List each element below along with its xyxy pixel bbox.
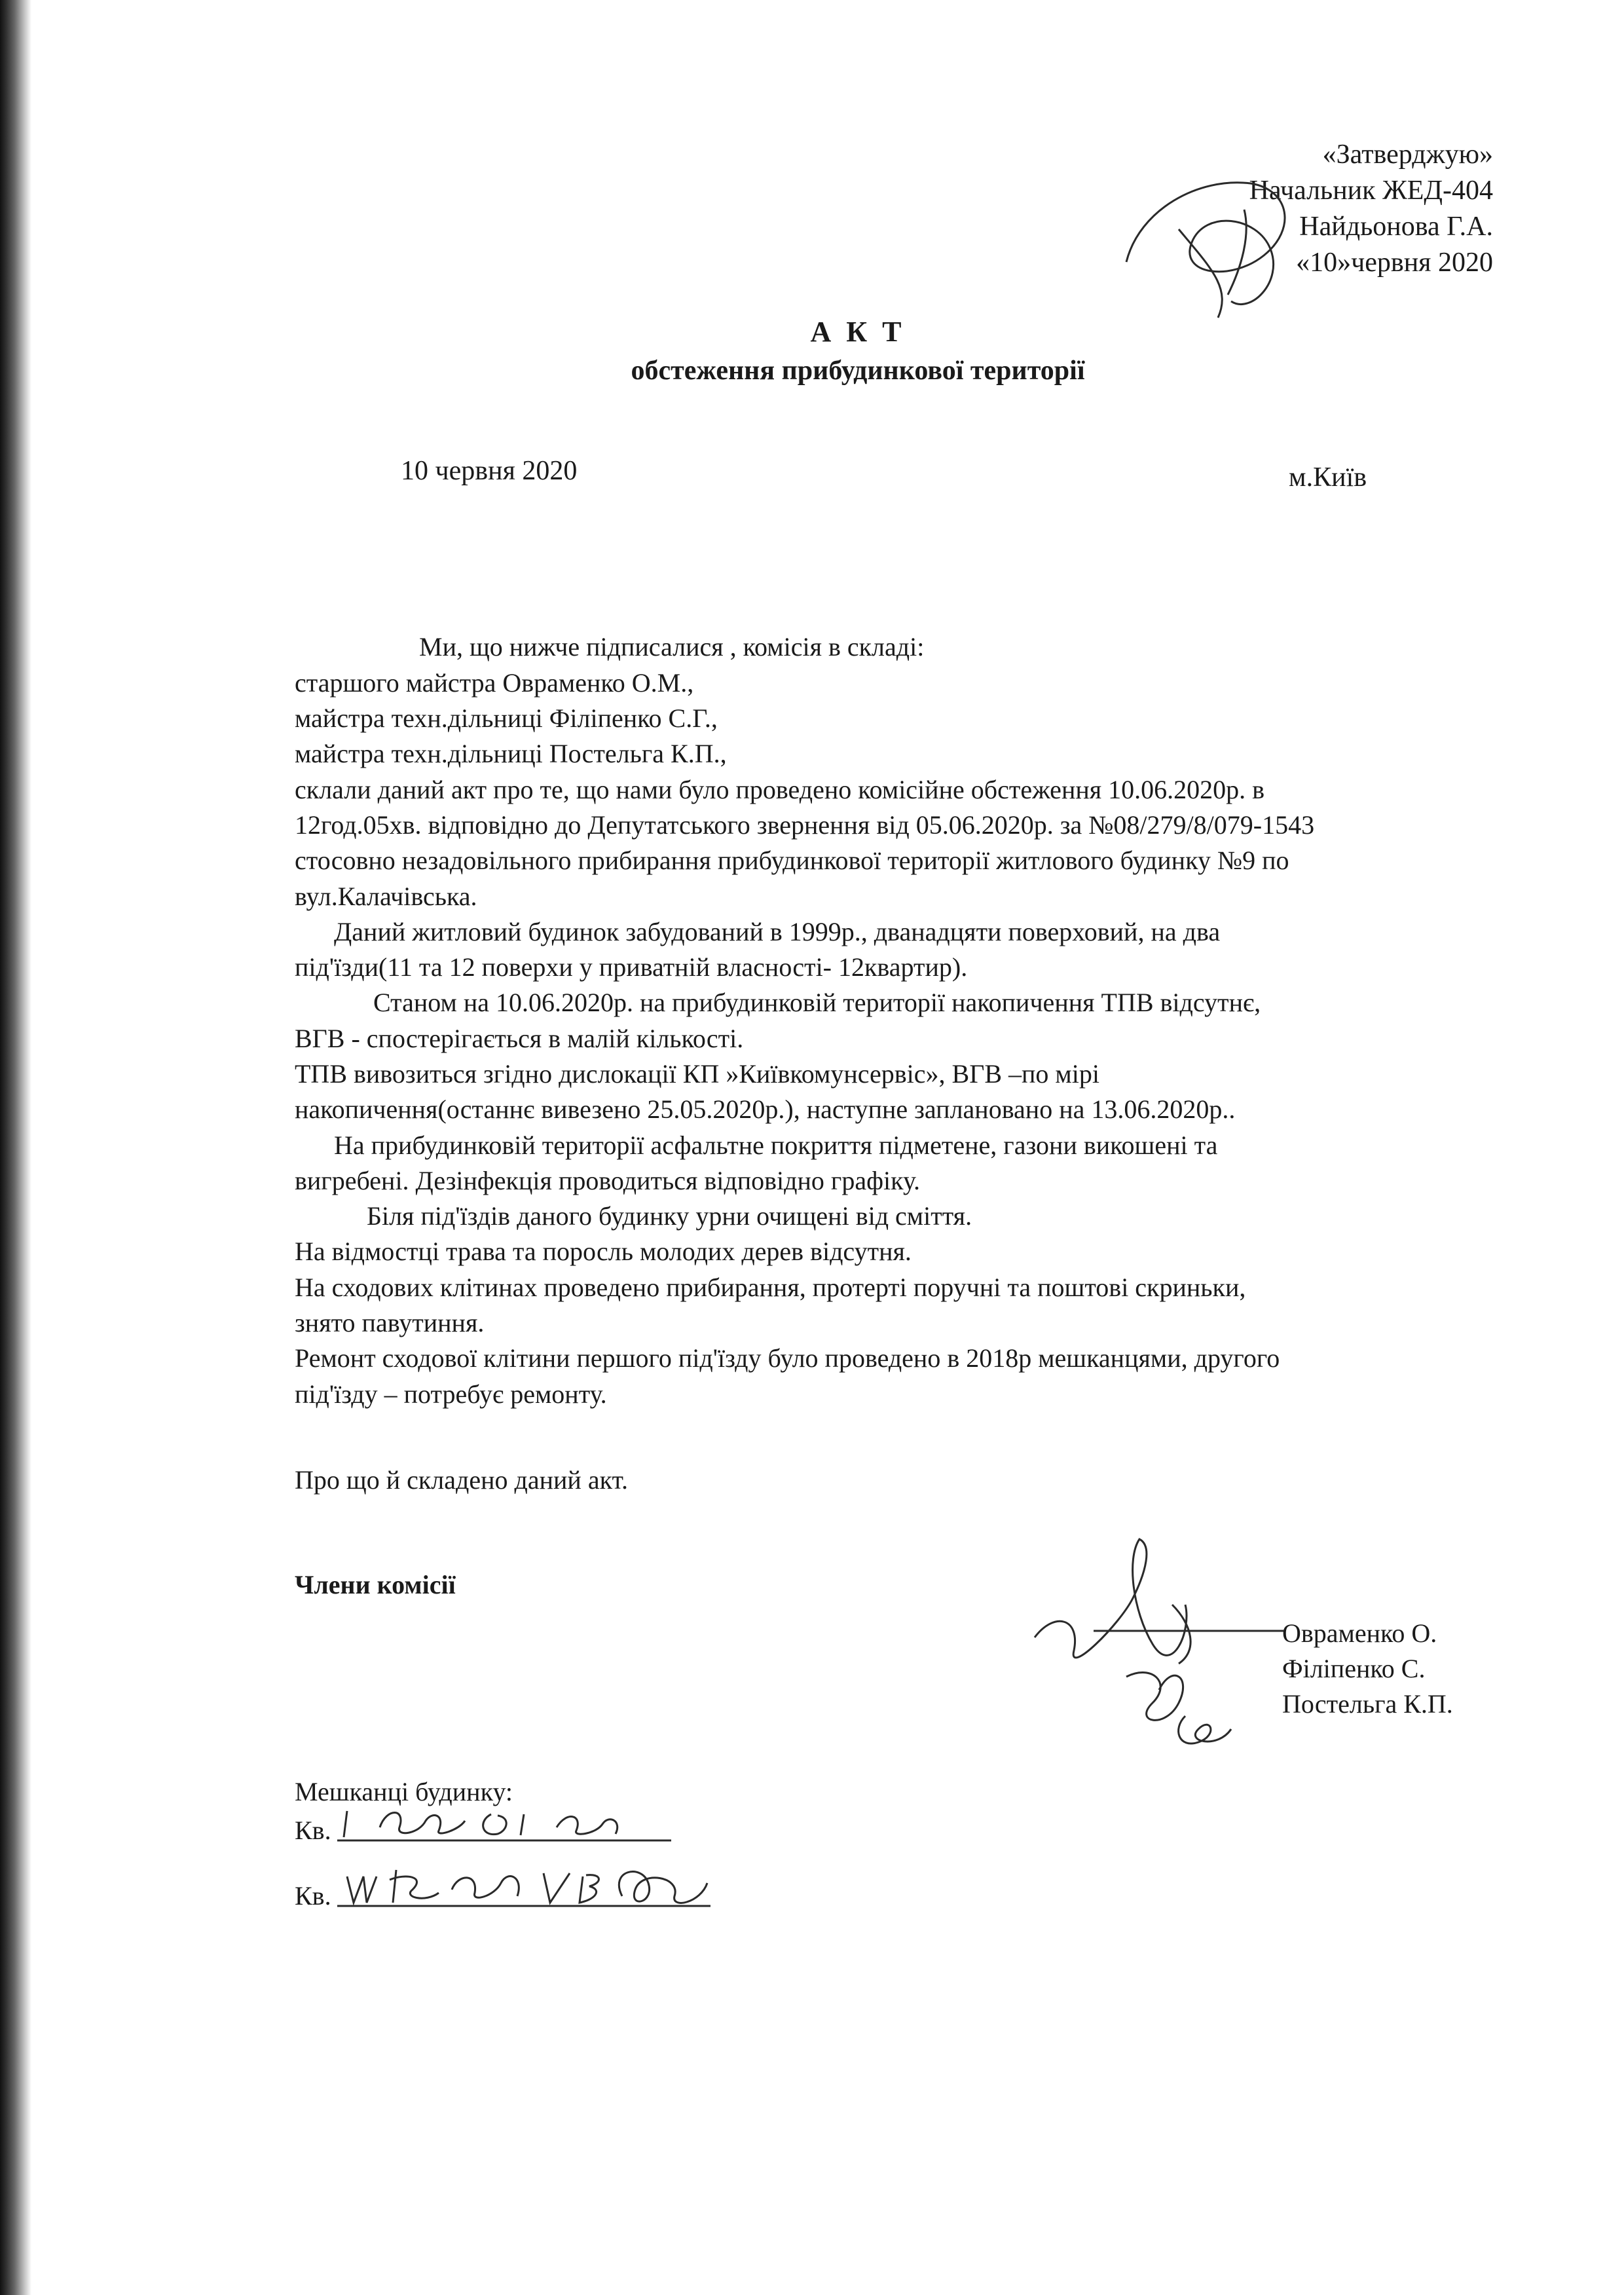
body-line: вигребені. Дезінфекція проводиться відповідно графіку.	[295, 1166, 920, 1195]
approval-name: Найдьонова Г.А.	[1299, 212, 1493, 242]
resident-signature	[334, 1857, 714, 1916]
body-line: 12год.05хв. відповідно до Депутатського звернення від 05.06.2020р. за №08/279/8/079-1543	[295, 810, 1315, 840]
body-line: На прибудинковій території асфальтне покриття підметене, газони викошені та	[334, 1130, 1218, 1160]
document-city: м.Київ	[1289, 462, 1367, 493]
document-date: 10 червня 2020	[401, 456, 578, 486]
body-line: старшого майстра Овраменко О.М.,	[295, 668, 694, 698]
body-line: майстра техн.дільниці Постельга К.П.,	[295, 739, 727, 768]
approval-position: Начальник ЖЕД-404	[1249, 176, 1493, 206]
approval-signature	[1100, 170, 1316, 321]
commission-member: Постельга К.П.	[1282, 1689, 1453, 1719]
body-line: Ми, що нижче підписалися , комісія в складі:	[419, 632, 925, 662]
body-line: склали даний акт про те, що нами було проведено комісійне обстеження 10.06.2020р. в	[295, 775, 1265, 804]
body-line: ВГВ - спостерігається в малій кількості.	[295, 1024, 744, 1053]
body-line: ТПВ вивозиться згідно дислокації КП »Київкомунсервіс», ВГВ –по мірі	[295, 1059, 1099, 1089]
resident-apartment-prefix: Кв.	[295, 1881, 331, 1911]
commission-member: Філіпенко С.	[1282, 1654, 1426, 1683]
body-line: вул.Калачівська.	[295, 882, 477, 911]
body-line: під'їзду – потребує ремонту.	[295, 1379, 607, 1409]
body-line: На сходових клітинах проведено прибирання, протерті поручні та поштові скриньки,	[295, 1273, 1246, 1302]
body-line: стосовно незадовільного прибирання прибудинкової території житлового будинку №9 по	[295, 846, 1289, 875]
approval-date: «10»червня 2020	[1296, 248, 1493, 278]
body-line: Ремонт сходової клітини першого під'їзду було проведено в 2018р мешканцями, другого	[295, 1343, 1280, 1373]
body-line: Станом на 10.06.2020р. на прибудинковій території накопичення ТПВ відсутнє,	[373, 988, 1261, 1017]
body-line: накопичення(останнє вивезено 25.05.2020р.), наступне заплановано на 13.06.2020р..	[295, 1094, 1236, 1124]
act-title: А К Т	[810, 316, 906, 348]
act-subtitle: обстеження прибудинкової території	[631, 356, 1085, 386]
body-line: знято павутиння.	[295, 1308, 485, 1337]
resident-signature	[334, 1801, 674, 1847]
body-line: На відмостці трава та поросль молодих дерев відсутня.	[295, 1237, 912, 1266]
commission-label: Члени комісії	[295, 1570, 456, 1599]
approval-title: «Затверджую»	[1322, 140, 1493, 170]
closing-line: Про що й складено даний акт.	[295, 1465, 628, 1495]
body-line: майстра техн.дільниці Філіпенко С.Г.,	[295, 703, 718, 733]
body-line: під'їзди(11 та 12 поверхи у приватній власності- 12квартир).	[295, 952, 968, 982]
commission-member: Овраменко О.	[1282, 1618, 1437, 1648]
commission-signatures	[1022, 1533, 1297, 1755]
body-line: Біля під'їздів даного будинку урни очищені від сміття.	[367, 1201, 972, 1231]
residents-label: Мешканці будинку:	[295, 1777, 513, 1806]
resident-apartment-prefix: Кв.	[295, 1816, 331, 1845]
body-line: Даний житловий будинок забудований в 1999р., дванадцяти поверховий, на два	[334, 917, 1221, 946]
